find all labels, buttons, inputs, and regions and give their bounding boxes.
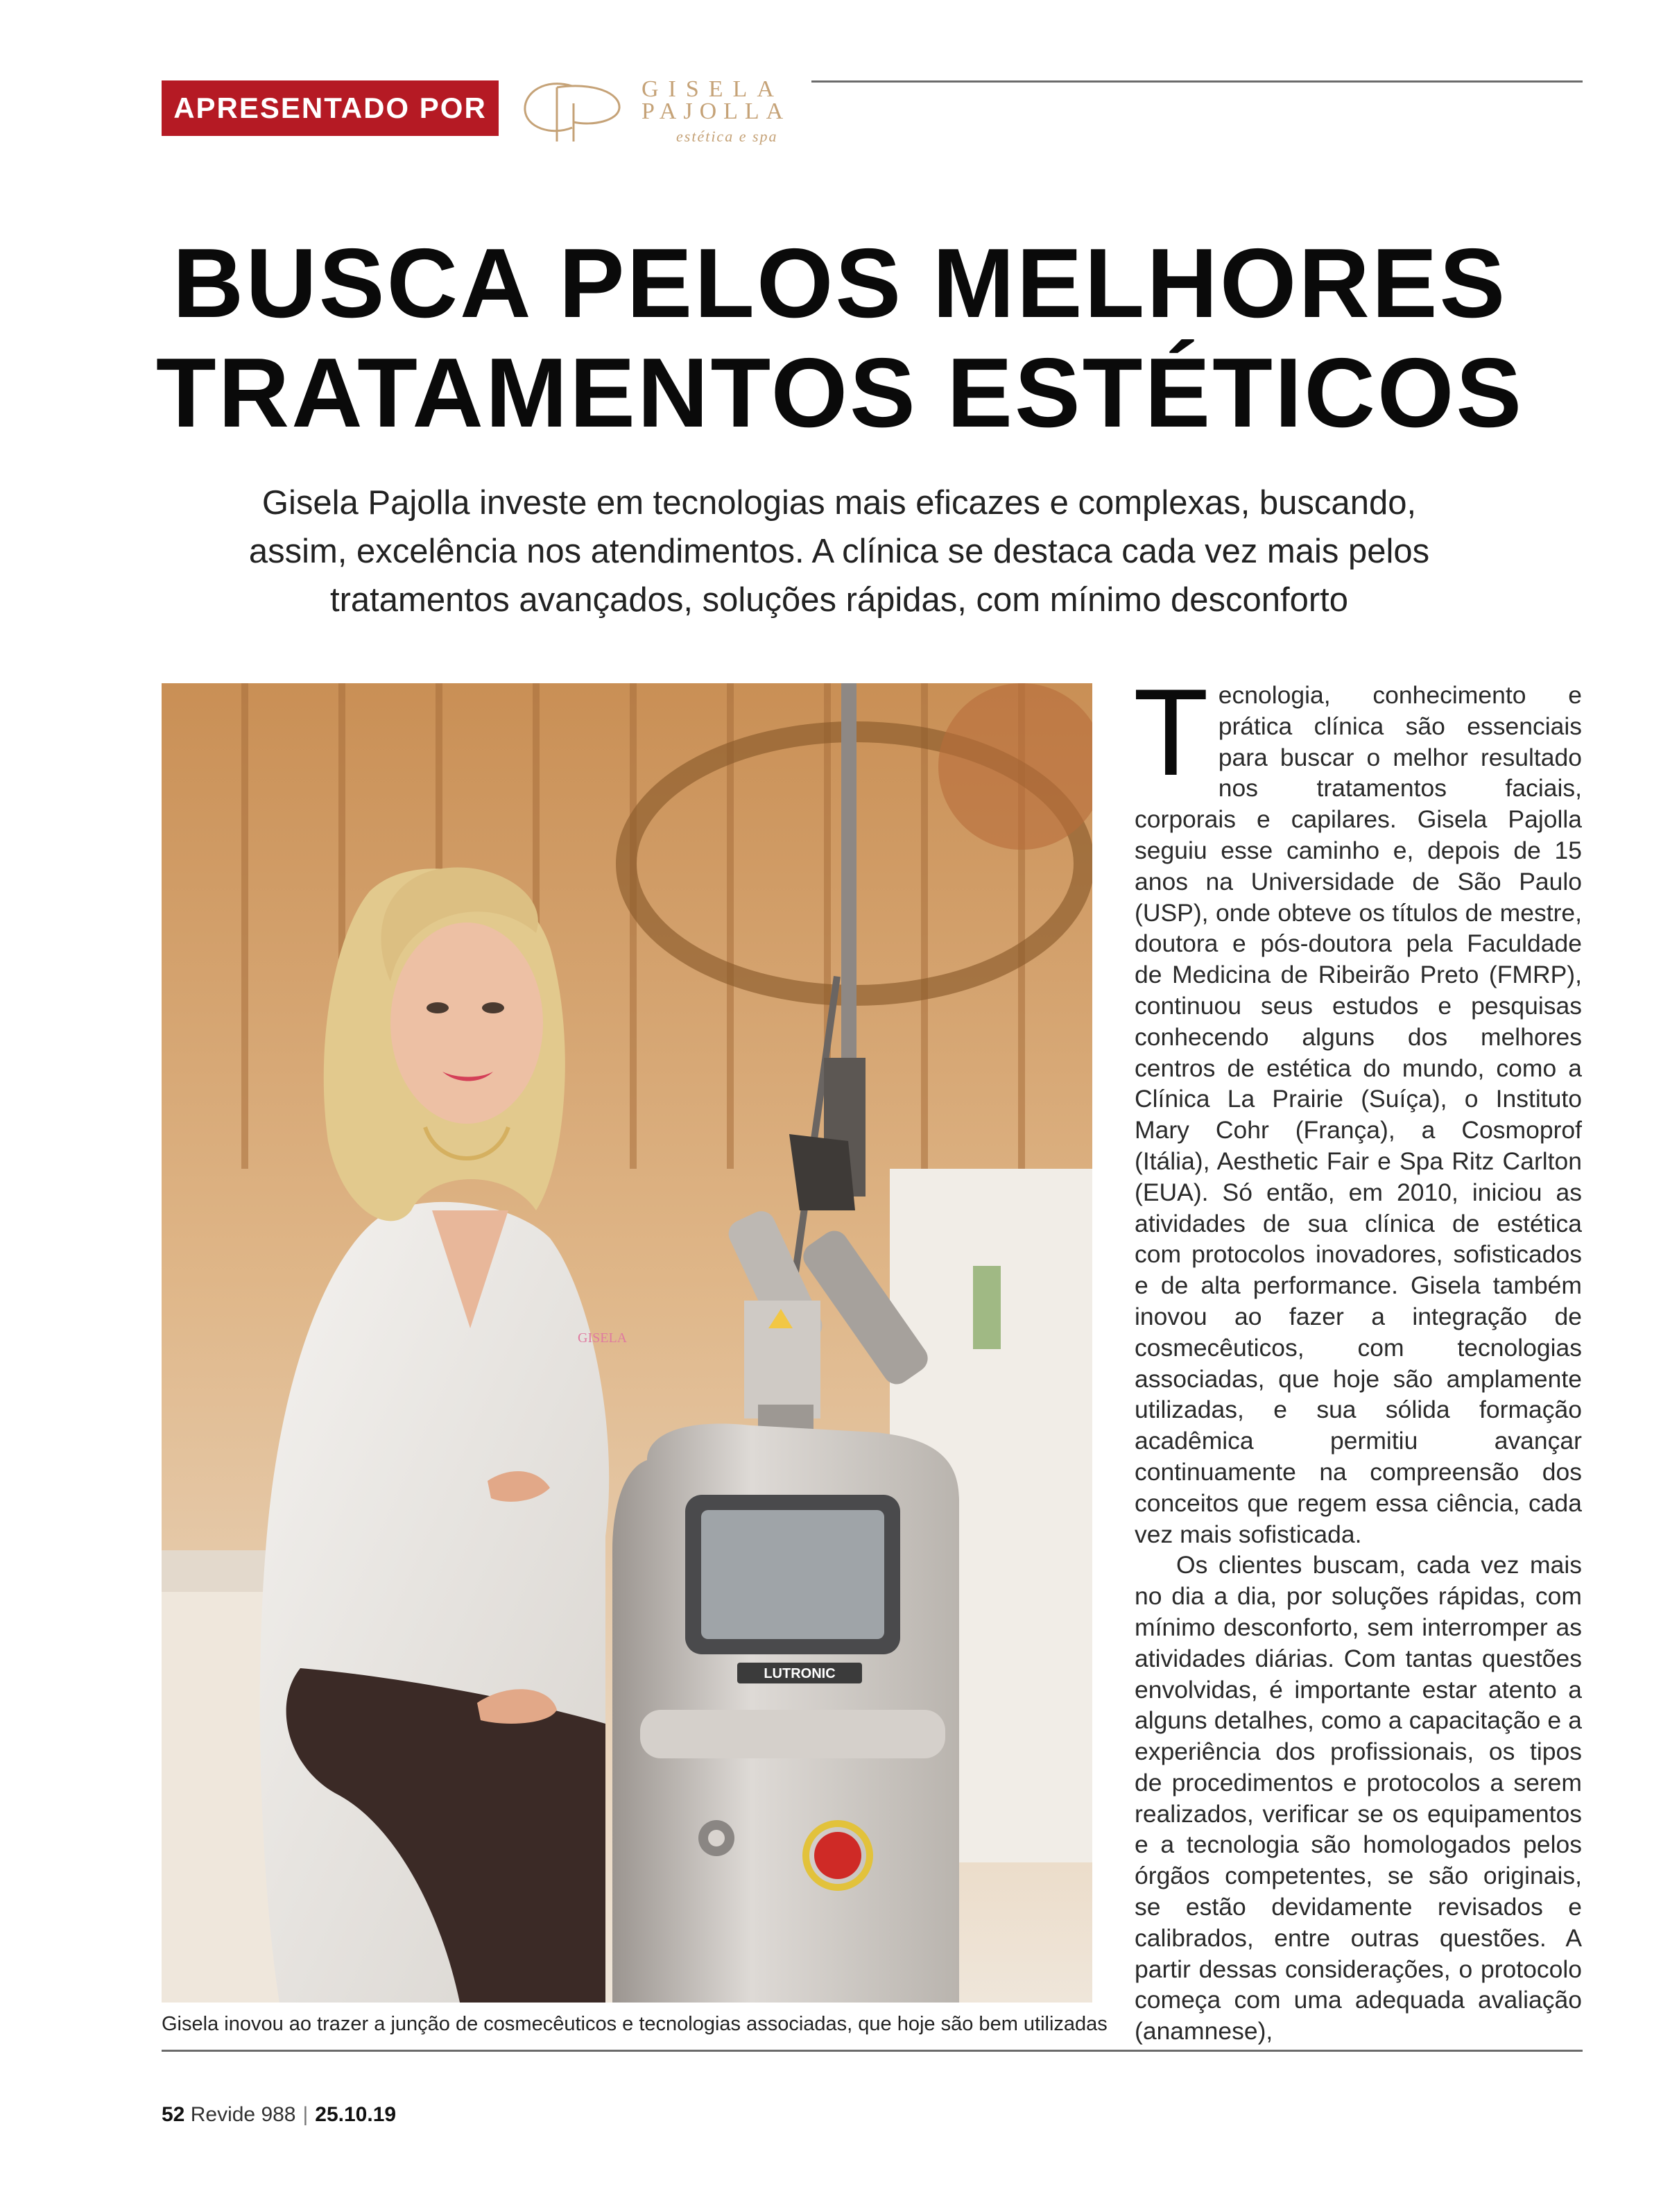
body-paragraph-2: Os clientes buscam, cada vez mais no dia a dia, por soluções rápidas, com mínimo desconforto, sem interromper as atividades diárias. Com tantas questões envolvidas, é importante estar atento a alguns detalhes, como a capacitação e a experiência dos profissionais, os tipos de procedimentos e protocolos a serem realizados, verificar se os equipamentos e a tecnologia são homologados pelos órgãos competentes, se são originais, se estão devidamente revisados e calibrados, entre outras questões. A partir dessas considerações, o protocolo começa com uma adequada avaliação (anamnese), [1135, 1551, 1582, 2046]
issue-date: 25.10.19 [315, 2103, 397, 2126]
headline-line2: TRATAMENTOS ESTÉTICOS [155, 338, 1524, 448]
paragraph-1-text: ecnologia, conhecimento e prática clínica são essenciais para buscar o melhor resultado nos tratamentos faciais, corporais e capilares. Gisela Pajolla seguiu esse caminho e, depois de 15 anos na Universidade de São Paulo (USP), onde obteve os títulos de mestre, doutora e pós-doutora pela Faculdade de Medicina de Ribeirão Preto (FMRP), continuou seus estudos e pesquisas conhecendo alguns dos melhores centros de estética do mundo, como a Clínica La Prairie (Suíça), o Instituto Mary Cohr (França), a Cosmoprof (Itália), Aesthetic Fair e Spa Ritz Carlton (EUA). Só então, em 2010, iniciou as atividades de sua clínica de estética com protocolos inovadores, sofisticados e de alta performance. Gisela também inovou ao fazer a integração de cosmecêuticos, com tecnologias associadas, que hoje são amplamente utilizadas, e sua sólida formação acadêmica permitiu avançar continuamente na compreensão dos conceitos que regem essa ciência, cada vez mais sofisticada. [1135, 681, 1582, 1548]
footer-rule [162, 2050, 1583, 2052]
gp-monogram-icon [517, 72, 635, 148]
header-rule [811, 80, 1583, 83]
portrait-with-laser-device-image [162, 683, 1092, 2003]
article-headline [125, 229, 1555, 448]
footer-separator: | [302, 2103, 309, 2126]
logo-line2: PAJOLLA [642, 98, 791, 124]
body-paragraph-1 [1133, 663, 1582, 1550]
device-brand-label: LUTRONIC [764, 1666, 836, 1681]
logo-line1: GISELA [642, 76, 784, 102]
gisela-pajolla-logo [517, 72, 822, 148]
article-body [1133, 663, 1582, 2047]
page-footer [162, 2103, 396, 2127]
drop-cap: T [1133, 663, 1209, 801]
magazine-issue: Revide 988 [190, 2103, 296, 2126]
svg-text:GISELA: GISELA [578, 1330, 628, 1346]
logo-tagline: estética e spa [676, 128, 778, 145]
article-deck: Gisela Pajolla investe em tecnologias mais eficazes e complexas, buscando, assim, excelência nos atendimentos. A clínica se destaca cada vez mais pelos tratamentos avançados, soluções rápidas, com mínimo desconforto [248, 484, 1430, 619]
photo-caption: Gisela inovou ao trazer a junção de cosmecêuticos e tecnologias associadas, que hoje são bem utilizadas [162, 2013, 1108, 2035]
page-number: 52 [162, 2103, 185, 2126]
presented-by-badge: APRESENTADO POR [162, 80, 499, 136]
article-photo [162, 683, 1092, 2003]
headline-line1: BUSCA PELOS MELHORES [172, 228, 1508, 338]
